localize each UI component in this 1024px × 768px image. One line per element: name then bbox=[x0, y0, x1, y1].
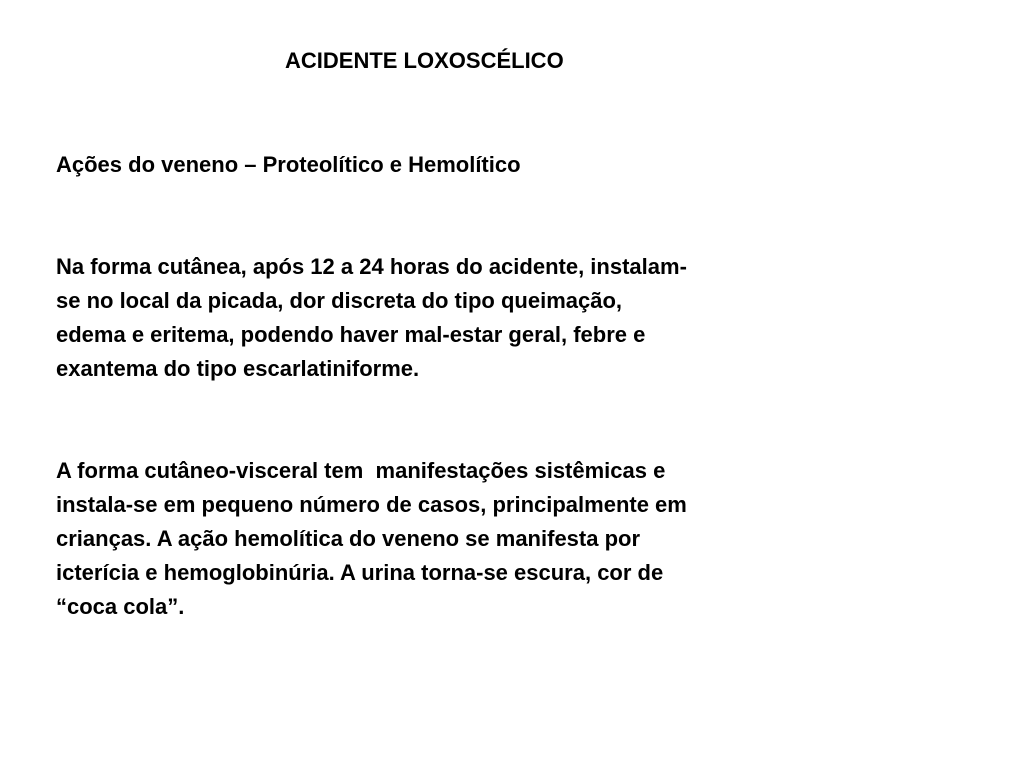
paragraph-line: crianças. A ação hemolítica do veneno se manifesta por bbox=[56, 526, 641, 551]
paragraph-line: exantema do tipo escarlatiniforme. bbox=[56, 356, 420, 381]
paragraph-cutaneous-visceral-form bbox=[56, 454, 896, 624]
paragraph-line: se no local da picada, dor discreta do tipo queimação, bbox=[56, 288, 623, 313]
paragraph-cutaneous-form bbox=[56, 250, 896, 386]
paragraph-line: “coca cola”. bbox=[56, 594, 185, 619]
slide-title: ACIDENTE LOXOSCÉLICO bbox=[285, 48, 564, 73]
paragraph-line: icterícia e hemoglobinúria. A urina torna-se escura, cor de bbox=[56, 560, 664, 585]
paragraph-line: instala-se em pequeno número de casos, principalmente em bbox=[56, 492, 687, 517]
slide-subtitle: Ações do veneno – Proteolítico e Hemolítico bbox=[56, 152, 521, 177]
paragraph-line: edema e eritema, podendo haver mal-estar geral, febre e bbox=[56, 322, 646, 347]
paragraph-line: Na forma cutânea, após 12 a 24 horas do acidente, instalam- bbox=[56, 254, 687, 279]
paragraph-line: A forma cutâneo-visceral tem manifestações sistêmicas e bbox=[56, 458, 666, 483]
